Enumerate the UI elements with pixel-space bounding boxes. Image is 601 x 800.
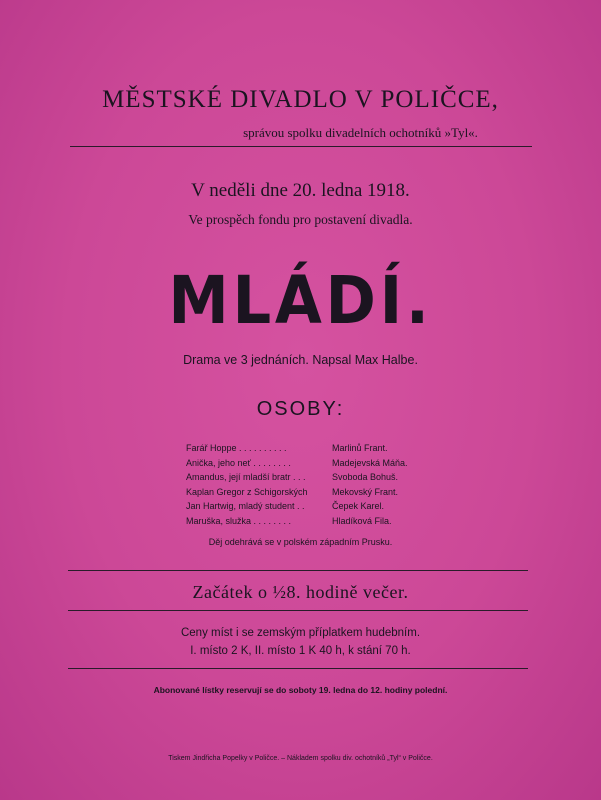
cast-row bbox=[186, 470, 446, 485]
cast-role: Jan Hartwig, mladý student . . bbox=[186, 501, 305, 512]
header-rule bbox=[70, 146, 532, 147]
cast-actor: Svoboda Bohuš. bbox=[332, 472, 399, 483]
cast-list bbox=[186, 441, 446, 529]
reservation-note: Abonované lístky reservují se do soboty 19. ledna do 12. hodiny polední. bbox=[153, 685, 448, 695]
cast-role: Maruška, služka . . . . . . . . bbox=[186, 515, 292, 526]
play-title: MLÁDÍ. bbox=[168, 262, 433, 339]
cast-actor: Mekovský Frant. bbox=[332, 486, 399, 497]
cast-row bbox=[186, 485, 446, 500]
cast-role: Farář Hoppe . . . . . . . . . . bbox=[186, 443, 287, 453]
cast-heading: OSOBY: bbox=[256, 398, 345, 420]
cast-row bbox=[186, 441, 446, 456]
cast-actor: Madejevská Máňa. bbox=[332, 457, 408, 468]
start-rule-bottom bbox=[68, 610, 528, 611]
prices-heading: Ceny míst i se zemským příplatkem hudebním. bbox=[180, 627, 421, 639]
play-description: Drama ve 3 jednáních. Napsal Max Halbe. bbox=[183, 353, 418, 367]
event-benefit: Ve prospěch fondu pro postavení divadla. bbox=[188, 212, 413, 227]
cast-row bbox=[186, 499, 446, 514]
prices-rule bbox=[68, 668, 528, 669]
theatre-title: MĚSTSKÉ DIVADLO V POLIČCE, bbox=[102, 86, 499, 113]
cast-actor: Marlinů Frant. bbox=[332, 443, 388, 453]
start-time: Začátek o ½8. hodině večer. bbox=[192, 582, 409, 602]
cast-row bbox=[186, 514, 446, 529]
event-date: V neděli dne 20. ledna 1918. bbox=[191, 180, 410, 201]
cast-actor: Hladíková Fila. bbox=[332, 515, 392, 526]
cast-role: Kaplan Gregor z Schigorských bbox=[186, 486, 308, 497]
cast-actor: Čepek Karel. bbox=[332, 501, 385, 512]
cast-role: Amandus, její mladší bratr . . . bbox=[186, 472, 306, 483]
theatre-subtitle: správou spolku divadelních ochotníků »Tyl«. bbox=[243, 125, 478, 140]
play-setting: Děj odehrává se v polském západním Prusku. bbox=[208, 537, 393, 547]
cast-row bbox=[186, 456, 446, 471]
printer-credit: Tiskem Jindřicha Popelky v Poličce. – Nákladem spolku div. ochotníků „Tyl“ v Poličce. bbox=[168, 755, 433, 762]
prices-detail: I. místo 2 K, II. místo 1 K 40 h, k stání 70 h. bbox=[190, 645, 411, 657]
start-rule-top bbox=[68, 570, 528, 571]
cast-role: Anička, jeho neť . . . . . . . . bbox=[186, 457, 291, 468]
